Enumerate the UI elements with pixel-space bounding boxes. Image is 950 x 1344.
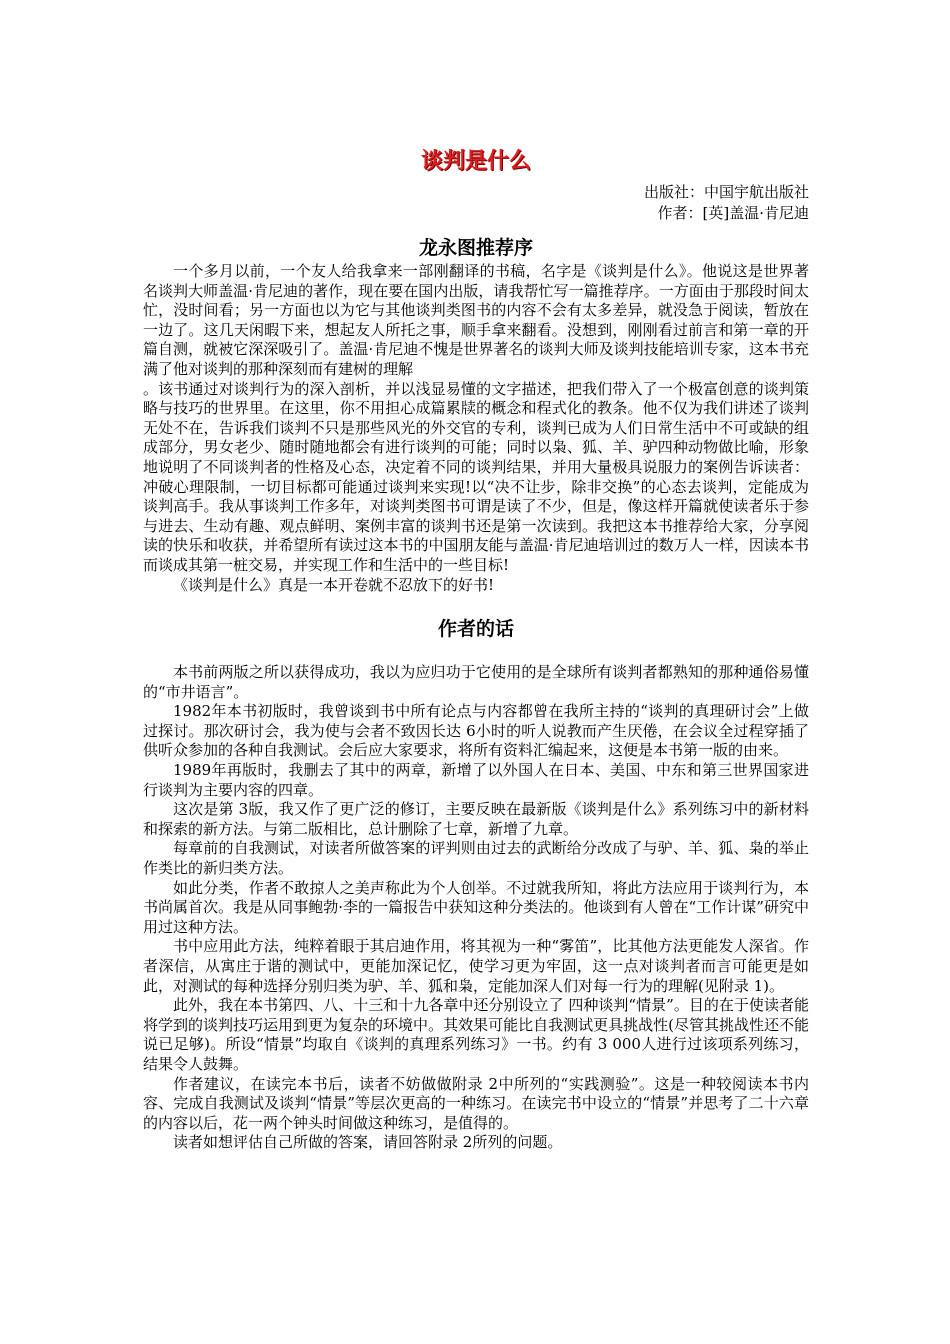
preface-paragraph: 《谈判是什么》真是一本开卷就不忍放下的好书! [173, 575, 495, 594]
author-note-paragraph: 每章前的自我测试，对读者所做答案的评判则由过去的武断给分改成了与驴、羊、狐、枭的举止作类比的新归类方法。 [143, 839, 809, 878]
author-note-paragraph: 如此分类，作者不敢掠人之美声称此为个人创举。不过就我所知，将此方法应用于谈判行为，本书尚属首次。我是从同事鲍勃·李的一篇报告中获知这种分类法的。他谈到有人曾在“工作计谋”研究中用过这种方法。 [143, 878, 809, 936]
author-note-paragraph: 1982年本书初版时，我曾谈到书中所有论点与内容都曾在我所主持的“谈判的真理研讨会”上做过探讨。那次研讨会，我为使与会者不致因长达 6小时的听人说教而产生厌倦，在会议全过程穿插了供听众参加的各种自我测试。会后应大家要求，将所有资料汇编起来，这便是本书第一版的由来。 [143, 702, 809, 760]
author-note-paragraph: 本书前两版之所以获得成功，我以为应归功于它使用的是全球所有谈判者都熟知的那种通俗易懂的“市井语言”。 [143, 663, 809, 701]
author-note-heading: 作者的话 [437, 618, 514, 641]
author-note-paragraph: 书中应用此方法，纯粹着眼于其启迪作用，将其视为一种“雾笛”，比其他方法更能发人深省。作者深信，从寓庄于谐的测试中，更能加深记忆，使学习更为牢固，这一点对谈判者而言可能更是如此，对测试的每种选择分别归类为驴、羊、狐和枭，定能加深人们对每一行为的理解(见附录 1)。 [143, 937, 809, 995]
author-note-paragraph: 1989年再版时，我删去了其中的两章，新增了以外国人在日本、美国、中东和第三世界国家进行谈判为主要内容的四章。 [143, 761, 809, 799]
author-note-paragraph: 读者如想评估自己所做的答案，请回答附录 2所列的问题。 [173, 1133, 563, 1152]
book-title: 谈判是什么 [420, 149, 531, 174]
preface-paragraph: 。该书通过对谈判行为的深入剖析，并以浅显易懂的文字描述，把我们带入了一个极富创意的谈判策略与技巧的世界里。在这里，你不用担心成篇累牍的概念和程式化的教条。他不仅为我们讲述了谈判无处不在，告诉我们谈判不只是那些风光的外交官的专利，谈判已成为人们日常生活中不可或缺的组成部分，男女老少、随时随地都会有进行谈判的可能；同时以枭、狐、羊、驴四种动物做比喻，形象地说明了不同谈判者的性格及心态，决定着不同的谈判结果，并用大量极具说服力的案例告诉读者：冲破心理限制，一切目标都可能通过谈判来实现!以“决不让步，除非交换”的心态去谈判，定能成为谈判高手。我从事谈判工作多年，对谈判类图书可谓是读了不少，但是，像这样开篇就使读者乐于参与进去、生动有趣、观点鲜明、案例丰富的谈判书还是第一次读到。我把这本书推荐给大家，分享阅读的快乐和收获，并希望所有读过这本书的中国朋友能与盖温·肯尼迪培训过的数万人一样，因读本书而谈成其第一桩交易，并实现工作和生活中的一些目标! [143, 379, 809, 574]
preface-paragraph: 一个多月以前，一个友人给我拿来一部刚翻译的书稿，名字是《谈判是什么》。他说这是世界著名谈判大师盖温·肯尼迪的著作，现在要在国内出版，请我帮忙写一篇推荐序。一方面由于那段时间太忙，没时间看；另一方面也以为它与其他谈判类图书的内容不会有太多差异，就没急于阅读，暂放在一边了。这几天闲暇下来，想起友人所托之事，顺手拿来翻看。没想到，刚刚看过前言和第一章的开篇自测，就被它深深吸引了。盖温·肯尼迪不愧是世界著名的谈判大师及谈判技能培训专家，这本书充满了他对谈判的那种深刻而有建树的理解 [143, 262, 809, 378]
publisher-line: 出版社：中国宇航出版社 [643, 183, 809, 201]
author-note-paragraph: 此外，我在本书第四、八、十三和十九各章中还分别设立了 四种谈判“情景”。目的在于使读者能将学到的谈判技巧运用到更为复杂的环境中。其效果可能比自我测试更具挑战性(尽管其挑战性还不能说已足够)。所设“情景”均取自《谈判的真理系列练习》一书。约有 3 000人进行过该项系列练习，结果令人鼓舞。 [143, 996, 809, 1073]
document-page [143, 140, 809, 1153]
preface-heading: 龙永图推荐序 [418, 237, 533, 259]
author-note-paragraph: 这次是第 3版，我又作了更广泛的修订，主要反映在最新版《谈判是什么》系列练习中的新材料和探索的新方法。与第二版相比，总计删除了七章，新增了九章。 [143, 800, 809, 838]
author-line: 作者：[英]盖温·肯尼迪 [657, 204, 809, 222]
author-note-paragraph: 作者建议，在读完本书后，读者不妨做做附录 2中所列的“实践测验”。这是一种较阅读本书内容、完成自我测试及谈判“情景”等层次更高的一种练习。在读完书中设立的“情景”并思考了二十六章的内容以后，花一两个钟头时间做这种练习，是值得的。 [143, 1074, 809, 1132]
